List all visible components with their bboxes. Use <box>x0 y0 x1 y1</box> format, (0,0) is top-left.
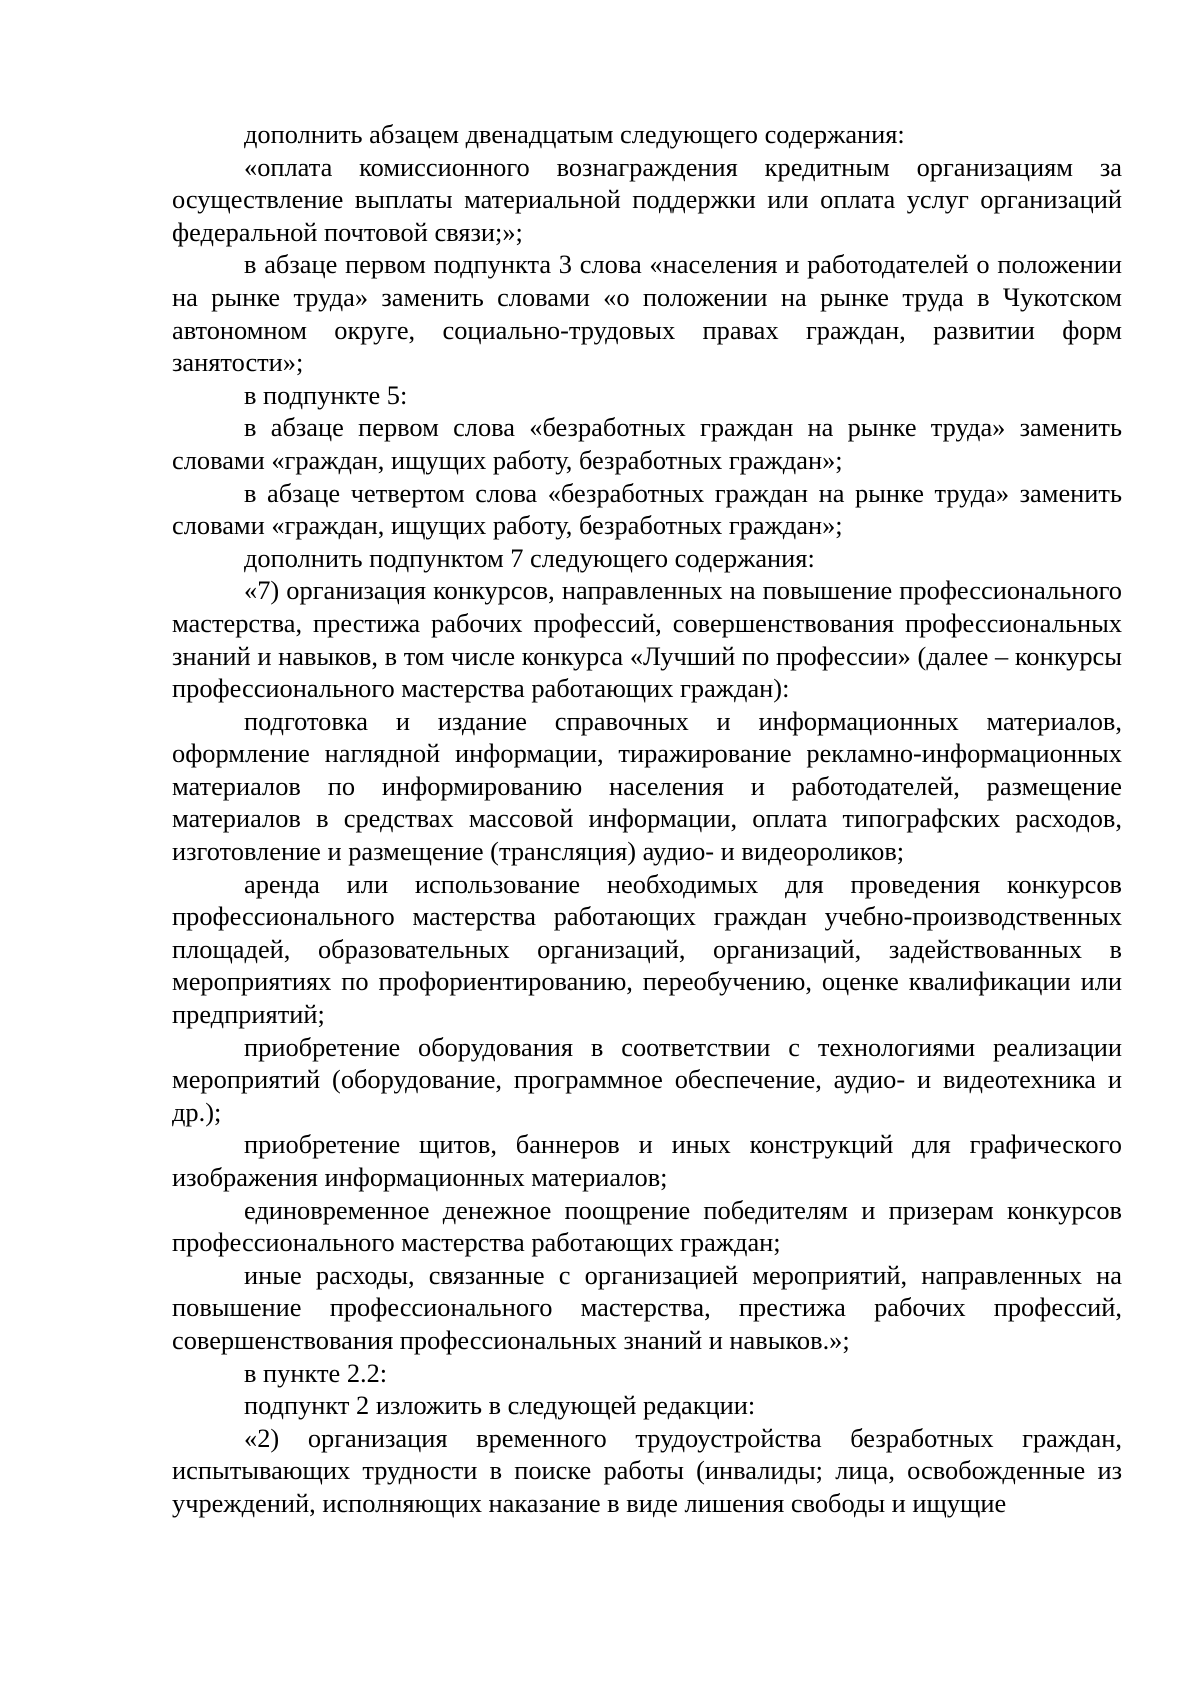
paragraph-12: приобретение щитов, баннеров и иных конструкций для графического изображения информационных материалов; <box>172 1129 1122 1192</box>
paragraph-14: иные расходы, связанные с организацией мероприятий, направленных на повышение профессионального мастерства, престижа рабочих профессий, совершенствования профессиональных знаний и навыков.»; <box>172 1259 1122 1355</box>
paragraph-15: в пункте 2.2: <box>244 1357 388 1388</box>
paragraph-17: «2) организация временного трудоустройства безработных граждан, испытывающих трудности в поиске работы (инвалиды; лица, освобожденные из учреждений, исполняющих наказание в виде лишения свободы и ищущие <box>172 1422 1122 1518</box>
paragraph-11: приобретение оборудования в соответствии с технологиями реализации мероприятий (оборудование, программное обеспечение, аудио- и видеотехника и др.); <box>172 1031 1122 1127</box>
document-page <box>172 118 1122 1520</box>
paragraph-5: в абзаце первом слова «безработных граждан на рынке труда» заменить словами «граждан, ищущих работу, безработных граждан»; <box>172 412 1122 475</box>
paragraph-1: дополнить абзацем двенадцатым следующего содержания: <box>244 119 905 149</box>
paragraph-13: единовременное денежное поощрение победителям и призерам конкурсов профессионального мастерства работающих граждан; <box>172 1194 1122 1258</box>
paragraph-4: в подпункте 5: <box>244 379 408 410</box>
paragraph-16: подпункт 2 изложить в следующей редакции: <box>244 1390 756 1421</box>
paragraph-10: аренда или использование необходимых для проведения конкурсов профессионального мастерства работающих граждан учебно-производственных площадей, образовательных организаций, организаций, задействованных в мероприятиях по профориентированию, переобучению, оценке квалификации или предприятий; <box>172 868 1122 1030</box>
paragraph-9: подготовка и издание справочных и информационных материалов, оформление наглядной информации, тиражирование рекламно-информационных материалов по информированию населения и работодателей, размещение материалов в средствах массовой информации, оплата типографских расходов, изготовление и размещение (трансляция) аудио- и видеороликов; <box>172 705 1122 867</box>
paragraph-8: «7) организация конкурсов, направленных на повышение профессионального мастерства, престижа рабочих профессий, совершенствования профессиональных знаний и навыков, в том числе конкурса «Лучший по профессии» (далее – конкурсы профессионального мастерства работающих граждан): <box>172 575 1122 704</box>
paragraph-3: в абзаце первом подпункта 3 слова «населения и работодателей о положении на рынке труда» заменить словами «о положении на рынке труда в Чукотском автономном округе, социально-трудовых правах граждан, развитии форм занятости»; <box>172 249 1122 378</box>
paragraph-2: «оплата комиссионного вознаграждения кредитным организациям за осуществление выплаты материальной поддержки или оплата услуг организаций федеральной почтовой связи;»; <box>172 151 1122 247</box>
paragraph-7: дополнить подпунктом 7 следующего содержания: <box>244 542 815 573</box>
paragraph-6: в абзаце четвертом слова «безработных граждан на рынке труда» заменить словами «граждан, ищущих работу, безработных граждан»; <box>172 477 1122 541</box>
